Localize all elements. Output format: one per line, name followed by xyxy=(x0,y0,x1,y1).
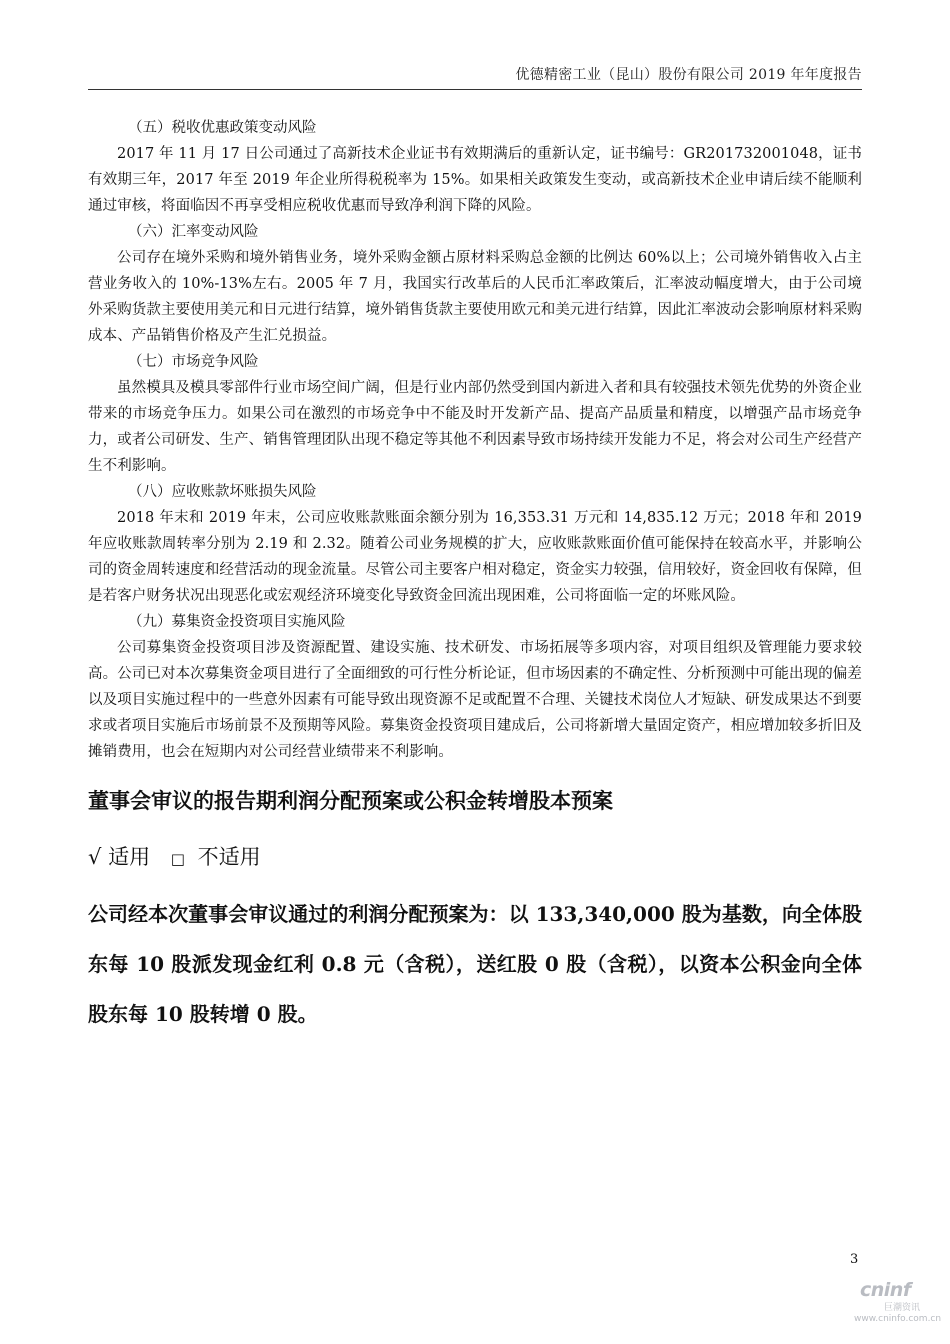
risk-section xyxy=(88,479,862,609)
risk-paragraph: 2018 年末和 2019 年末，公司应收账款账面余额分别为 16,353.31 万元和 14,835.12 万元；2018 年和 2019 年应收账款周转率分别为 2.19 和 2.32。随着公司业务规模的扩大，应收账款账面价值可能保持在较高水平，并影响公司的资金周转速度和经营活动的现金流量。尽管公司主要客户相对稳定，资金实力较强，信用较好，资金回收有保障，但是若客户财务状况出现恶化或宏观经济环境变化导致资金回流出现困难，公司将面临一定的坏账风险。 xyxy=(88,510,862,604)
not-applicable-label: 不适用 xyxy=(197,845,261,869)
page-number: 3 xyxy=(850,1252,859,1267)
profit-distribution-plan: 公司经本次董事会审议通过的利润分配预案为：以 133,340,000 股为基数，向全体股东每 10 股派发现金红利 0.8 元（含税），送红股 0 股（含税），以资本公积金向全体股东每 10 股转增 0 股。 xyxy=(88,902,862,1026)
cninfo-logo xyxy=(854,1279,942,1330)
page-content xyxy=(88,115,862,1039)
logo-wordmark: cninf xyxy=(860,1279,911,1301)
risk-title: （六）汇率变动风险 xyxy=(128,224,259,240)
report-header-title: 优德精密工业（昆山）股份有限公司 2019 年年度报告 xyxy=(515,67,862,83)
unchecked-box-icon: □ xyxy=(170,850,185,868)
profit-distribution-heading: 董事会审议的报告期利润分配预案或公积金转增股本预案 xyxy=(88,789,613,813)
risk-title: （七）市场竞争风险 xyxy=(128,354,259,370)
checked-mark-icon: √ xyxy=(88,845,102,869)
risk-paragraph: 虽然模具及模具零部件行业市场空间广阔，但是行业内部仍然受到国内新进入者和具有较强技术领先优势的外资企业带来的市场竞争压力。如果公司在激烈的市场竞争中不能及时开发新产品、提高产品质量和精度，以增强产品市场竞争力，或者公司研发、生产、销售管理团队出现不稳定等其他不利因素导致市场持续开发能力不足，将会对公司生产经营产生不利影响。 xyxy=(88,380,862,474)
risk-section xyxy=(88,349,862,479)
logo-url: www.cninfo.com.cn xyxy=(854,1314,942,1324)
logo-subtitle: 巨潮资讯 xyxy=(884,1303,921,1313)
applicability-line xyxy=(88,829,862,887)
header-divider xyxy=(88,89,862,90)
risk-title: （五）税收优惠政策变动风险 xyxy=(128,120,317,136)
risk-section xyxy=(88,115,862,219)
applicable-label: 适用 xyxy=(108,845,151,869)
risk-section xyxy=(88,219,862,349)
risk-paragraph: 公司募集资金投资项目涉及资源配置、建设实施、技术研发、市场拓展等多项内容，对项目组织及管理能力要求较高。公司已对本次募集资金项目进行了全面细致的可行性分析论证，但市场因素的不确定性、分析预测中可能出现的偏差以及项目实施过程中的一些意外因素有可能导致出现资源不足或配置不合理、关键技术岗位人才短缺、研发成果达不到要求或者项目实施后市场前景不及预期等风险。募集资金投资项目建成后，公司将新增大量固定资产，相应增加较多折旧及摊销费用，也会在短期内对公司经营业绩带来不利影响。 xyxy=(88,640,862,760)
risk-section xyxy=(88,609,862,765)
risk-paragraph: 2017 年 11 月 17 日公司通过了高新技术企业证书有效期满后的重新认定，证书编号：GR201732001048，证书有效期三年，2017 年至 2019 年企业所得税税率为 15%。如果相关政策发生变动，或高新技术企业申请后续不能顺利通过审核，将面临因不再享受相应税收优惠而导致净利润下降的风险。 xyxy=(88,146,862,214)
risk-title: （九）募集资金投资项目实施风险 xyxy=(128,614,346,630)
risk-title: （八）应收账款坏账损失风险 xyxy=(128,484,317,500)
risk-paragraph: 公司存在境外采购和境外销售业务，境外采购金额占原材料采购总金额的比例达 60%以上；公司境外销售收入占主营业务收入的 10%-13%左右。2005 年 7 月，我国实行改革后的人民币汇率政策后，汇率波动幅度增大，由于公司境外采购货款主要使用美元和日元进行结算，境外销售货款主要使用欧元和美元进行结算，因此汇率波动会影响原材料采购成本、产品销售价格及产生汇兑损益。 xyxy=(88,250,862,344)
